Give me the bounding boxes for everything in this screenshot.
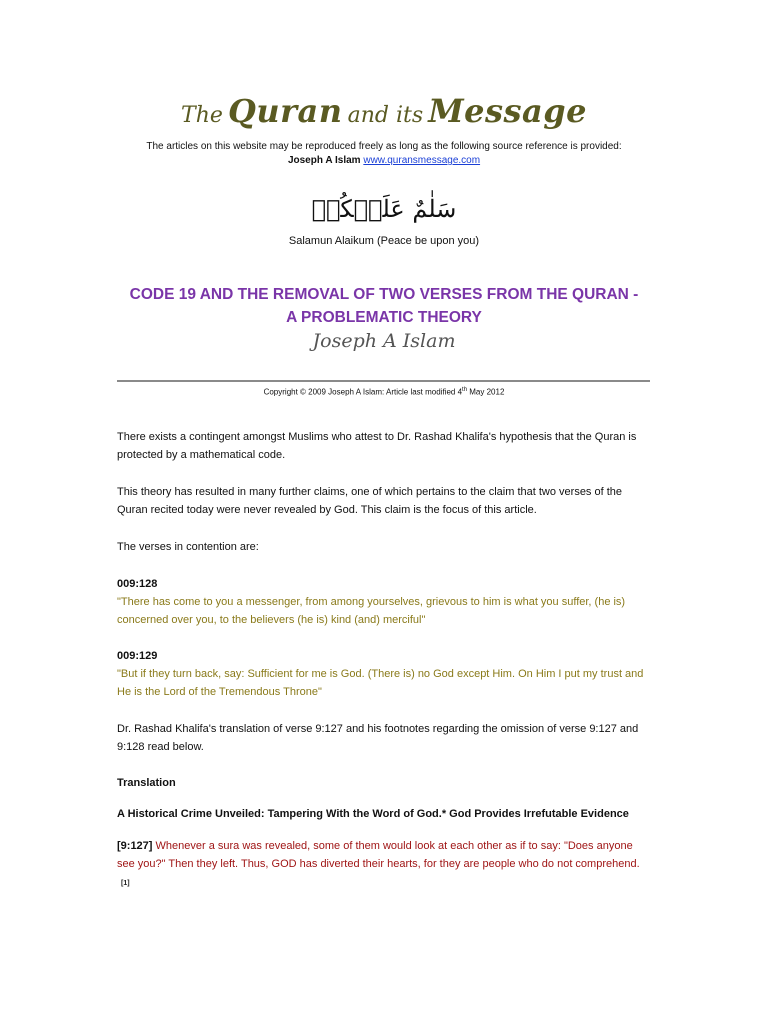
title-line-1: CODE 19 AND THE REMOVAL OF TWO VERSES FROM THE QURAN - [129,286,639,303]
copyright-date: May 2012 [467,387,505,397]
paragraph-verses-intro: The verses in contention are: [117,541,259,553]
verse-ref: [9:127] [117,840,153,852]
banner-message: Message [428,92,587,130]
author-name: Joseph A Islam [287,155,361,166]
author-signature: Joseph A Islam [312,330,456,352]
paragraph-khalifa: Dr. Rashad Khalifa's translation of verse 9:127 and his footnotes regarding the omission of verse 9:127 and 9:128 read below. [117,723,639,753]
footnote-marker[interactable]: [1] [121,880,130,887]
verse-9-128 [117,575,652,629]
greeting-translation: Salamun Alaikum (Peace be upon you) [288,235,480,247]
site-banner [0,92,768,130]
copyright-notice [0,387,768,397]
arabic-greeting: سَلٰمٌ عَلَيۡكُمۡ [311,195,457,223]
verse-text: "But if they turn back, say: Sufficient for me is God. (There is) no God except Him. On Him I put my trust and He is the Lord of the Tremendous Throne" [117,668,644,698]
divider [117,380,650,382]
title-line-2: A PROBLEMATIC THEORY [286,309,482,326]
banner-quran: Quran [227,92,343,130]
verse-ref: 009:128 [117,578,158,590]
banner-the: The [181,103,223,128]
website-link[interactable]: www.quransmessage.com [363,155,481,166]
verse-text: "There has come to you a messenger, from among yourselves, grievous to him is what you suffer, (he is) concerned over you, to the believers (he is) kind (and) merciful" [117,596,626,626]
paragraph-claim: This theory has resulted in many further claims, one of which pertains to the claim that two verses of the Quran recited today were never revealed by God. This claim is the focus of this article. [117,486,623,516]
verse-text: Whenever a sura was revealed, some of them would look at each other as if to say: "Does anyone see you?" Then they left. Thus, GOD has diverted their hearts, for they are people who do not comprehend. [117,840,640,870]
reproduction-notice [0,140,768,168]
verse-9-129 [117,647,652,701]
copyright-sup: th [462,387,468,393]
verse-ref: 009:129 [117,650,158,662]
verse-9-127 [117,837,652,893]
crime-heading: A Historical Crime Unveiled: Tampering With the Word of God.* God Provides Irrefutable Evidence [117,808,629,820]
copyright-text: Copyright © 2009 Joseph A Islam: Article last modified 4 [263,387,463,397]
banner-and-its: and its [347,103,424,128]
paragraph-intro: There exists a contingent amongst Muslims who attest to Dr. Rashad Khalifa's hypothesis that the Quran is protected by a mathematical code. [117,431,637,461]
translation-heading: Translation [117,777,176,789]
article-title [80,283,688,329]
notice-text: The articles on this website may be reproduced freely as long as the following source reference is provided: [146,141,622,152]
